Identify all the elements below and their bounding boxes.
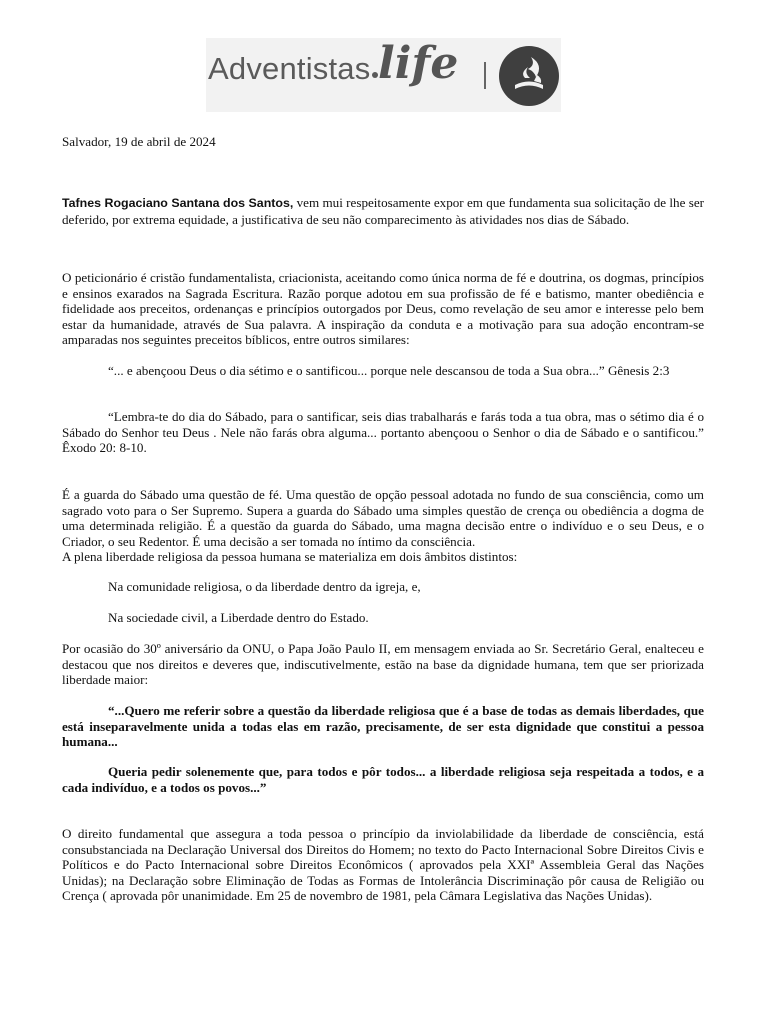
list-item-1: Na comunidade religiosa, o da liberdade dentro da igreja, e,	[108, 579, 421, 594]
quote-exodo: “Lembra-te do dia do Sábado, para o santificar, seis dias trabalharás e farás toda a tua obra, mas o sétimo dia é o Sábado do Senhor teu Deus . Nele não farás obra alguma... portanto abençoou o Senhor o dia de Sábado e o santificou.” Êxodo 20: 8-10.	[62, 409, 704, 456]
intro-paragraph	[62, 195, 704, 227]
header-banner	[206, 38, 561, 112]
intro-text: vem mui respeitosamente expor em que fundamenta sua solicitação de lhe ser deferido, por extrema equidade, a justificativa de seu não comparecimento às atividades nos dias de Sábado.	[62, 195, 704, 227]
paragraph-3: A plena liberdade religiosa da pessoa humana se materializa em dois âmbitos distintos:	[62, 549, 518, 564]
brand-name: Adventistas	[208, 51, 371, 86]
date-line: Salvador, 19 de abril de 2024	[62, 134, 216, 149]
paragraph-4: Por ocasião do 30º aniversário da ONU, o Papa João Paulo II, em mensagem enviada ao Sr. Secretário Geral, enalteceu e destacou que nos direitos e deveres que, indiscutivelmente, estão na base da dignidade humana, tem que ser priorizada liberdade maior:	[62, 641, 704, 688]
paragraph-1: O peticionário é cristão fundamentalista, criacionista, aceitando como única norma de fé e doutrina, os dogmas, princípios e ensinos exarados na Sagrada Escritura. Razão porque adotou em sua profissão de fé e batismo, manter obediência e fidelidade aos preceitos, ordenanças e princípios outorgados por Deus, como revelação de seu amor e interesse pelo bem estar da humanidade, através de Sua palavra. A inspiração da conduta e a motivação para sua adoção encontram-se amparadas nos seguintes preceitos bíblicos, entre outros similares:	[62, 270, 704, 348]
brand-divider	[484, 62, 486, 89]
paragraph-2: É a guarda do Sábado uma questão de fé. Uma questão de opção pessoal adotada no fundo de sua consciência, como um sagrado voto para o Ser Supremo. Supera a guarda do Sábado uma simples questão de crença ou obediência a dogma de uma determinada religião. É a questão da guarda do Sábado, uma magna decisão entre o indivíduo e o seu Deus, e o Criador, o seu Redentor. É uma decisão a ser tomada no íntimo da consciência.	[62, 487, 704, 549]
church-logo-icon	[498, 45, 560, 107]
brand-script: life	[378, 38, 459, 89]
paragraph-5: O direito fundamental que assegura a toda pessoa o princípio da inviolabilidade da liberdade de consciência, está consubstanciada na Declaração Universal dos Direitos do Homem; no texto do Pacto Internacional Sobre Direitos Civis e Políticos e do Pacto Internacional sobre Direitos Econômicos ( aprovados pela XXIª Assembleia Geral das Nações Unidas); na Declaração sobre Eliminação de Todas as Formas de Intolerância Discriminação pôr causa de Religião ou Crença ( aprovada pôr unanimidade. Em 25 de novembro de 1981, pela Câmara Legislativa das Nações Unidas).	[62, 826, 704, 904]
petitioner-name: Tafnes Rogaciano Santana dos Santos,	[62, 196, 294, 210]
list-item-2: Na sociedade civil, a Liberdade dentro do Estado.	[108, 610, 369, 625]
quote-genesis: “... e abençoou Deus o dia sétimo e o santificou... porque nele descansou de toda a Sua obra...” Gênesis 2:3	[108, 363, 670, 378]
quote-papa-2: Queria pedir solenemente que, para todos e pôr todos... a liberdade religiosa seja respeitada a todos, e a cada indivíduo, e a todos os povos...”	[62, 764, 704, 795]
quote-papa-1: “...Quero me referir sobre a questão da liberdade religiosa que é a base de todas as demais liberdades, que está inseparavelmente unida a todas elas em razão, precisamente, de ser esta dignidade que constitui a pessoa humana...	[62, 703, 704, 750]
